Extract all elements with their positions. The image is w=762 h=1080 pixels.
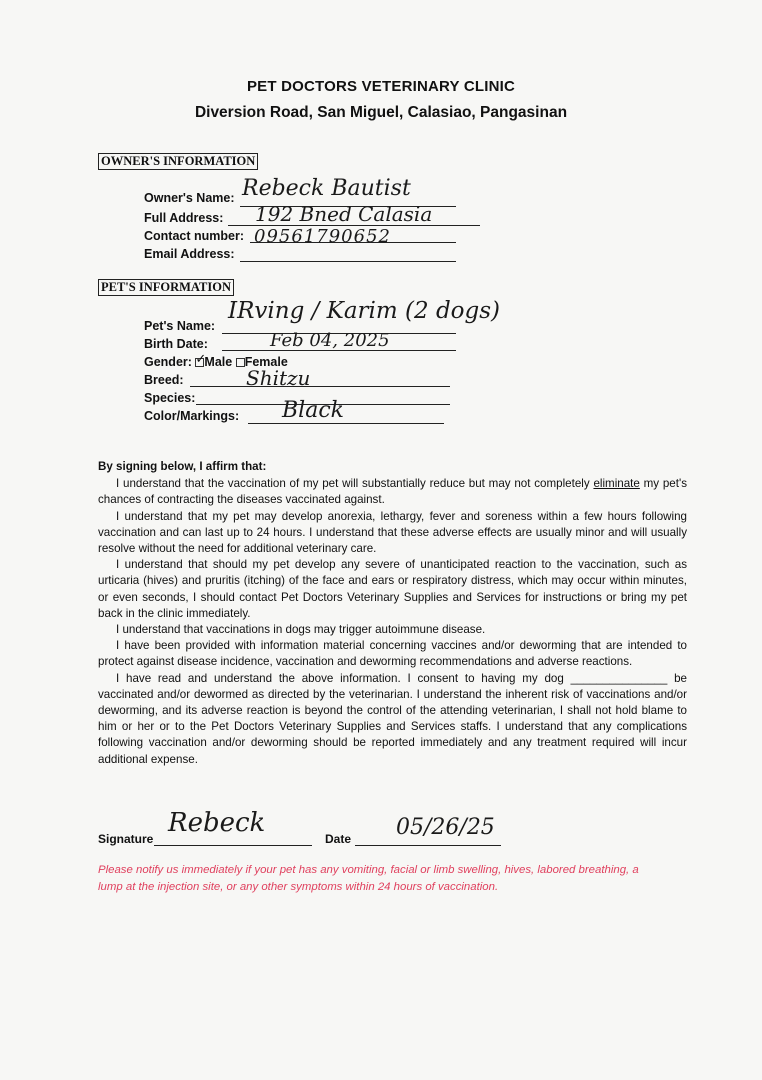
pets-name-value[interactable]: IRving / Karim (2 dogs) xyxy=(228,298,501,324)
owner-section-heading: OWNER'S INFORMATION xyxy=(98,153,258,170)
date-label: Date xyxy=(325,832,352,846)
birth-date-label: Birth Date: xyxy=(144,337,208,351)
male-checkbox[interactable]: ✓ xyxy=(195,351,207,367)
gender-label: Gender: xyxy=(144,355,192,369)
consent-paragraph-1: I understand that the vaccination of my pet will substantially reduce but may not completely eliminate my pet's chances of contracting the diseases vaccinated against. xyxy=(98,477,687,507)
breed-value[interactable]: Shitzu xyxy=(246,366,311,390)
signature-line xyxy=(154,845,312,846)
footer-note: Please notify us immediately if your pet has any vomiting, facial or limb swelling, hives, labored breathing, a lump at the injection site, or any other symptoms within 24 hours of vaccination. xyxy=(98,864,639,893)
consent-paragraph-2: I understand that my pet may develop anorexia, lethargy, fever and soreness within a few hours following vaccination and can last up to 24 hours. I understand that these adverse effects are usually minor and will usually resolve without the need for additional veterinary care. xyxy=(98,509,687,556)
consent-paragraph-4: I understand that vaccinations in dogs may trigger autoimmune disease. xyxy=(116,623,486,637)
female-label: Female xyxy=(244,355,288,369)
pets-name-label: Pet's Name: xyxy=(144,319,216,333)
email-line xyxy=(240,261,456,262)
clinic-address: Diversion Road, San Miguel, Calasiao, Pangasinan xyxy=(194,104,568,121)
email-label: Email Address: xyxy=(144,247,235,261)
signature-label: Signature xyxy=(98,832,154,846)
contact-label: Contact number: xyxy=(144,229,244,243)
color-label: Color/Markings: xyxy=(144,409,240,423)
male-label: Male xyxy=(204,355,233,369)
signature-value[interactable]: Rebeck xyxy=(168,808,266,838)
owners-name-value[interactable]: Rebeck Bautist xyxy=(242,176,411,201)
full-address-label: Full Address: xyxy=(144,211,224,225)
consent-lead: By signing below, I affirm that: xyxy=(98,460,267,473)
consent-paragraph-6: I have read and understand the above information. I consent to having my dog _______________ be vaccinated and/or dewormed as directed by the veterinarian. I understand the inherent risk of vaccinations and/or deworming, and its adverse reaction is beyond the control of the attending veterinarian, I shall not hold blame to him or her or to the Pet Doctors Veterinary Supplies and Services staffs. I understand that any complications following vaccination and/or deworming should be reported immediately and any treatment required will incur additional expense. xyxy=(98,671,687,766)
consent-paragraph-3: I understand that should my pet develop any severe of unanticipated reaction to the vaccination, such as urticaria (hives) and pruritis (itching) of the face and ears or respiratory distress, which may occur within minutes, or even seconds, I should contact Pet Doctors Veterinary Supplies and Services for instructions or bring my pet back in the clinic immediately. xyxy=(98,558,687,620)
species-label: Species: xyxy=(144,391,196,405)
date-value[interactable]: 05/26/25 xyxy=(396,815,495,840)
female-checkbox[interactable] xyxy=(236,358,245,367)
clinic-name: PET DOCTORS VETERINARY CLINIC xyxy=(246,78,516,95)
breed-line xyxy=(190,386,450,387)
full-address-value[interactable]: 192 Bned Calasia xyxy=(255,202,433,226)
pet-section-heading: PET'S INFORMATION xyxy=(98,279,234,296)
birth-date-value[interactable]: Feb 04, 2025 xyxy=(270,330,390,351)
consent-block xyxy=(98,459,687,768)
contact-value[interactable]: 09561790652 xyxy=(254,226,391,247)
owners-name-label: Owner's Name: xyxy=(144,191,235,205)
consent-paragraph-5: I have been provided with information material concerning vaccines and/or deworming that are intended to protect against disease incidence, vaccination and deworming recommendations and adverse reactions. xyxy=(98,639,687,669)
color-value[interactable]: Black xyxy=(282,398,344,423)
breed-label: Breed: xyxy=(144,373,184,387)
date-line xyxy=(355,845,501,846)
color-line xyxy=(248,423,444,424)
